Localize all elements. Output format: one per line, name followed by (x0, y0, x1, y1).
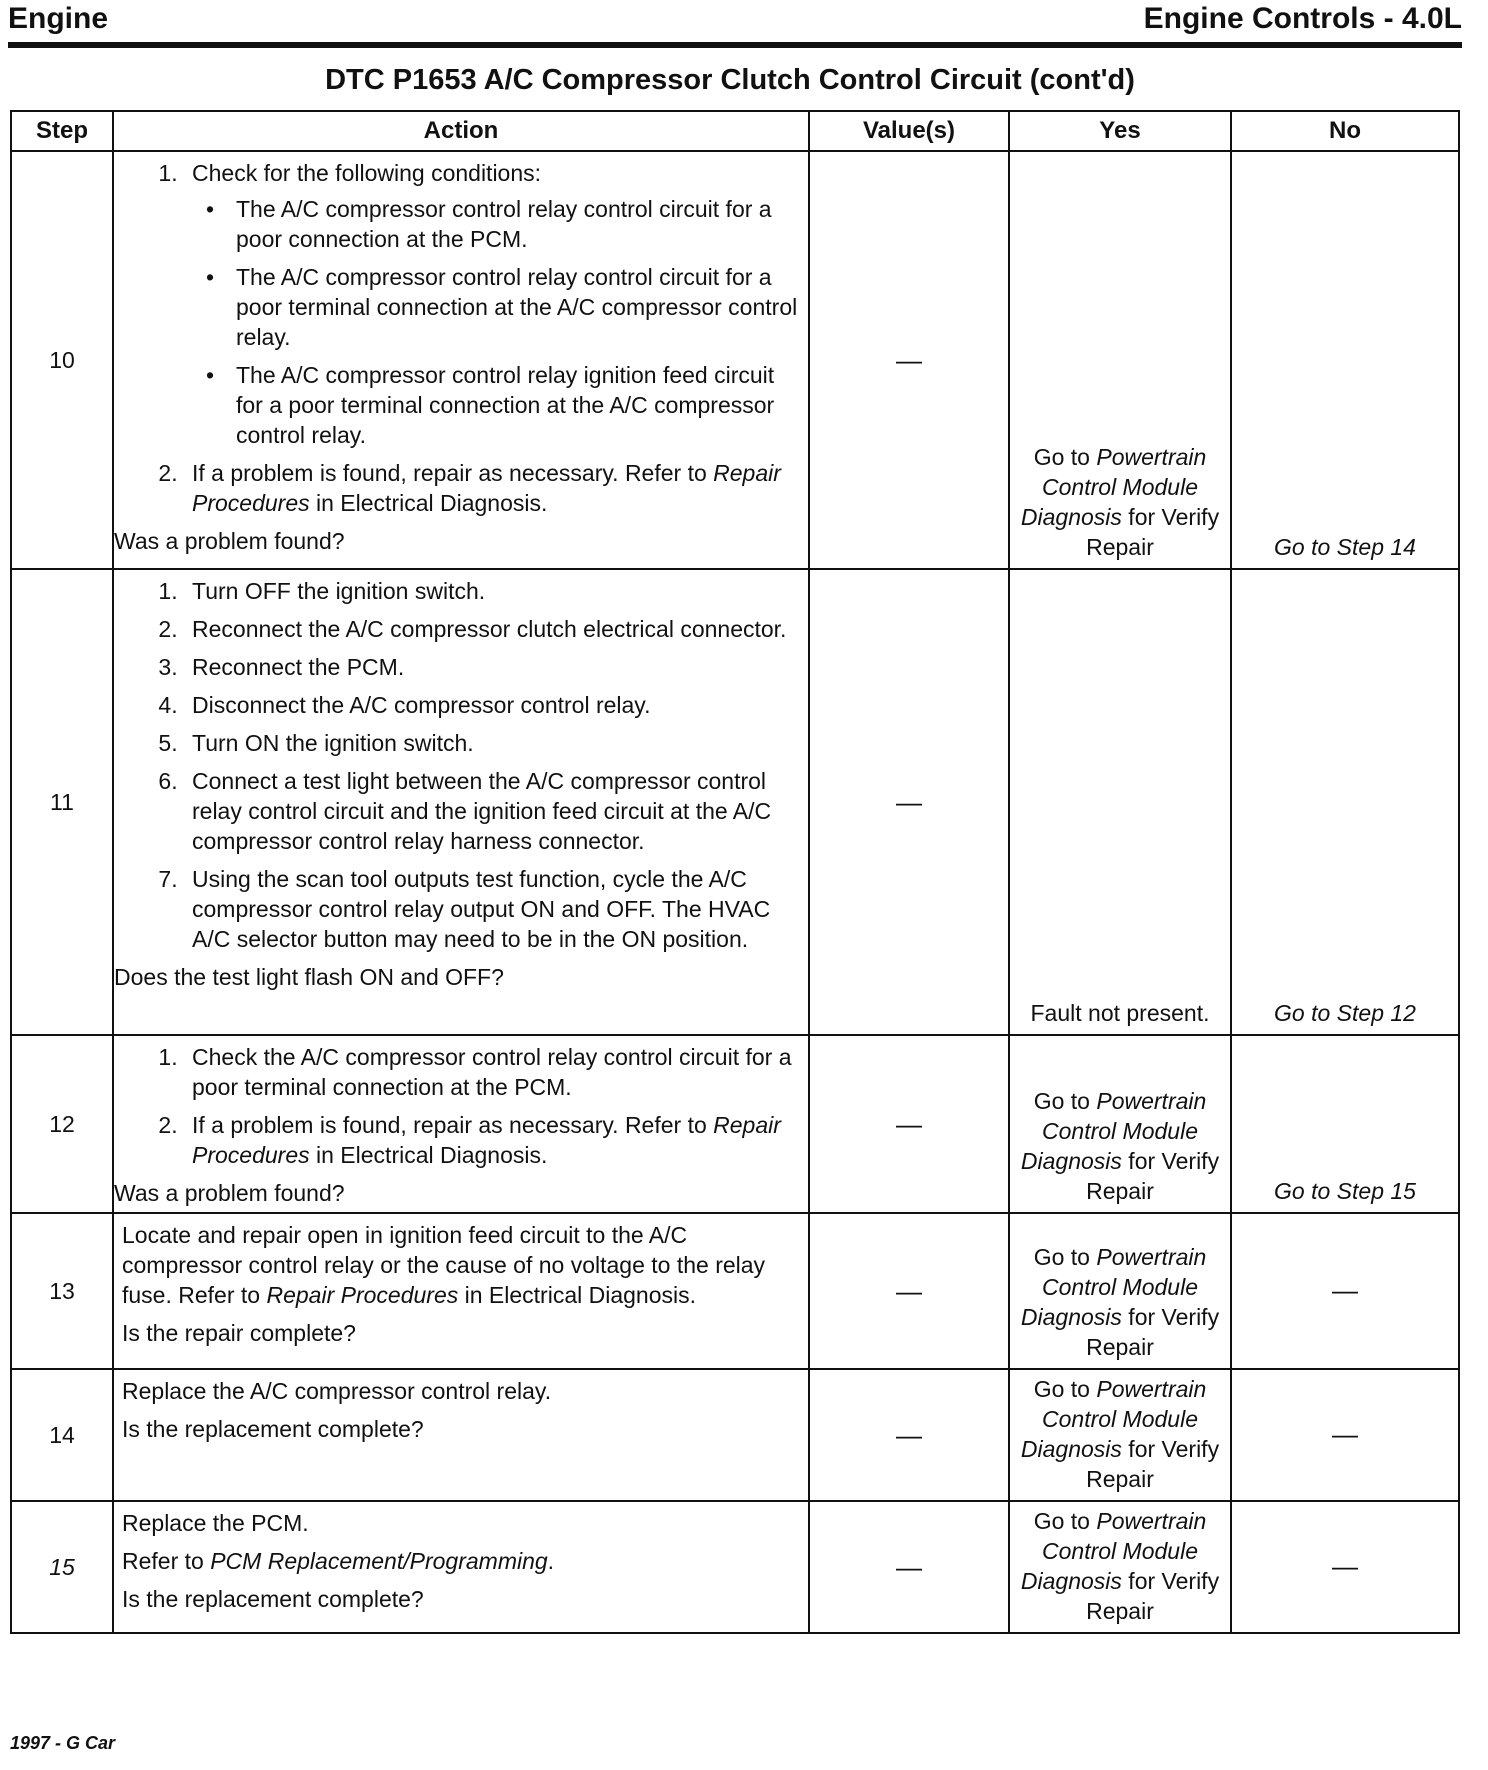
document-reference: Powertrain Control Module Diagnosis (1020, 444, 1207, 530)
action-step: 2. If a problem is found, repair as necessary. Refer to Repair Procedures in Electrical Diagnosis. (184, 458, 800, 518)
value-cell: — (809, 1369, 1009, 1501)
action-question: Was a problem found? (114, 1180, 345, 1206)
action-cell (113, 569, 809, 1035)
step-number: 14 (11, 1369, 113, 1501)
document-reference: PCM Replacement/Programming (210, 1548, 548, 1574)
action-step: 1. Check for the following conditions: • The A/C compressor control relay control circuit for a poor connection at the PCM. • The A/C compressor control relay control circuit for a poor terminal connection at the A/C compressor control relay. • The A/C compressor control relay ignition feed circuit for a poor terminal connection at the A/C compressor control relay. (184, 158, 800, 450)
action-steps (122, 1042, 800, 1170)
value-cell: — (809, 569, 1009, 1035)
step-number: 10 (11, 151, 113, 569)
action-step: 2. Reconnect the A/C compressor clutch electrical connector. (184, 614, 800, 644)
document-reference: Repair Procedures (192, 460, 781, 516)
no-cell: Go to Step 14 (1231, 151, 1459, 569)
column-header-action: Action (113, 111, 809, 151)
document-reference: Powertrain Control Module Diagnosis (1020, 1244, 1207, 1330)
action-question: Was a problem found? (114, 528, 345, 554)
action-question: Is the replacement complete? (122, 1586, 424, 1612)
column-header-yes: Yes (1009, 111, 1231, 151)
header-rule (8, 42, 1462, 48)
step-number: 15 (11, 1501, 113, 1633)
document-reference: Repair Procedures (266, 1282, 459, 1308)
action-paragraph: Refer to PCM Replacement/Programming. (122, 1548, 555, 1574)
step-number: 13 (11, 1213, 113, 1369)
action-question: Is the repair complete? (122, 1320, 356, 1346)
table-header-row (11, 111, 1459, 151)
action-step: 4. Disconnect the A/C compressor control relay. (184, 690, 800, 720)
column-header-values: Value(s) (809, 111, 1009, 151)
action-steps (122, 576, 800, 954)
action-step: 1. Check the A/C compressor control relay control circuit for a poor terminal connection at the PCM. (184, 1042, 800, 1102)
table-row (11, 569, 1459, 1035)
action-cell (113, 1035, 809, 1213)
document-reference: Powertrain Control Module Diagnosis (1020, 1376, 1207, 1462)
table-row (11, 151, 1459, 569)
document-reference: Repair Procedures (192, 1112, 781, 1168)
table-row (11, 1369, 1459, 1501)
action-steps (122, 158, 800, 518)
no-cell: — (1231, 1213, 1459, 1369)
value-cell: — (809, 1213, 1009, 1369)
no-cell: — (1231, 1369, 1459, 1501)
yes-cell: Go to Powertrain Control Module Diagnosis for Verify Repair (1009, 1035, 1231, 1213)
diagnostic-table (10, 110, 1460, 1634)
action-question: Does the test light flash ON and OFF? (114, 964, 504, 990)
action-step: 1. Turn OFF the ignition switch. (184, 576, 800, 606)
action-cell (113, 1213, 809, 1369)
document-reference: Powertrain Control Module Diagnosis (1020, 1088, 1207, 1174)
condition-list (192, 194, 800, 450)
action-step: 3. Reconnect the PCM. (184, 652, 800, 682)
action-step: 6. Connect a test light between the A/C compressor control relay control circuit and the ignition feed circuit at the A/C compressor control relay harness connector. (184, 766, 800, 856)
action-paragraph: Replace the A/C compressor control relay. (122, 1378, 552, 1404)
value-cell: — (809, 1035, 1009, 1213)
value-cell: — (809, 1501, 1009, 1633)
condition-item: • The A/C compressor control relay control circuit for a poor connection at the PCM. (228, 194, 800, 254)
document-reference: Powertrain Control Module Diagnosis (1020, 1508, 1207, 1594)
yes-cell: Go to Powertrain Control Module Diagnosis for Verify Repair (1009, 1369, 1231, 1501)
table-row (11, 1501, 1459, 1633)
action-step: 5. Turn ON the ignition switch. (184, 728, 800, 758)
no-cell: Go to Step 15 (1231, 1035, 1459, 1213)
value-cell: — (809, 151, 1009, 569)
yes-cell: Go to Powertrain Control Module Diagnosis for Verify Repair (1009, 1501, 1231, 1633)
page-title: DTC P1653 A/C Compressor Clutch Control Circuit (cont'd) (325, 64, 1135, 96)
yes-cell: Go to Powertrain Control Module Diagnosis for Verify Repair (1009, 151, 1231, 569)
table-row (11, 1035, 1459, 1213)
action-cell (113, 1501, 809, 1633)
section-header-left: Engine (8, 2, 109, 35)
action-step: 2. If a problem is found, repair as necessary. Refer to Repair Procedures in Electrical Diagnosis. (184, 1110, 800, 1170)
column-header-step: Step (11, 111, 113, 151)
action-paragraph: Locate and repair open in ignition feed circuit to the A/C compressor control relay or the cause of no voltage to the relay fuse. Refer to Repair Procedures in Electrical Diagnosis. (122, 1222, 766, 1308)
no-cell: — (1231, 1501, 1459, 1633)
action-paragraph: Replace the PCM. (122, 1510, 309, 1536)
action-cell (113, 151, 809, 569)
step-number: 11 (11, 569, 113, 1035)
yes-cell: Fault not present. (1009, 569, 1231, 1035)
action-step: 7. Using the scan tool outputs test function, cycle the A/C compressor control relay output ON and OFF. The HVAC A/C selector button may need to be in the ON position. (184, 864, 800, 954)
condition-item: • The A/C compressor control relay control circuit for a poor terminal connection at the A/C compressor control relay. (228, 262, 800, 352)
column-header-no: No (1231, 111, 1459, 151)
table-row (11, 1213, 1459, 1369)
condition-item: • The A/C compressor control relay ignition feed circuit for a poor terminal connection at the A/C compressor control relay. (228, 360, 800, 450)
section-header-right: Engine Controls - 4.0L (1143, 2, 1462, 35)
step-number: 12 (11, 1035, 113, 1213)
action-cell (113, 1369, 809, 1501)
page-footer: 1997 - G Car (10, 1733, 116, 1753)
no-cell: Go to Step 12 (1231, 569, 1459, 1035)
action-question: Is the replacement complete? (122, 1416, 424, 1442)
yes-cell: Go to Powertrain Control Module Diagnosis for Verify Repair (1009, 1213, 1231, 1369)
